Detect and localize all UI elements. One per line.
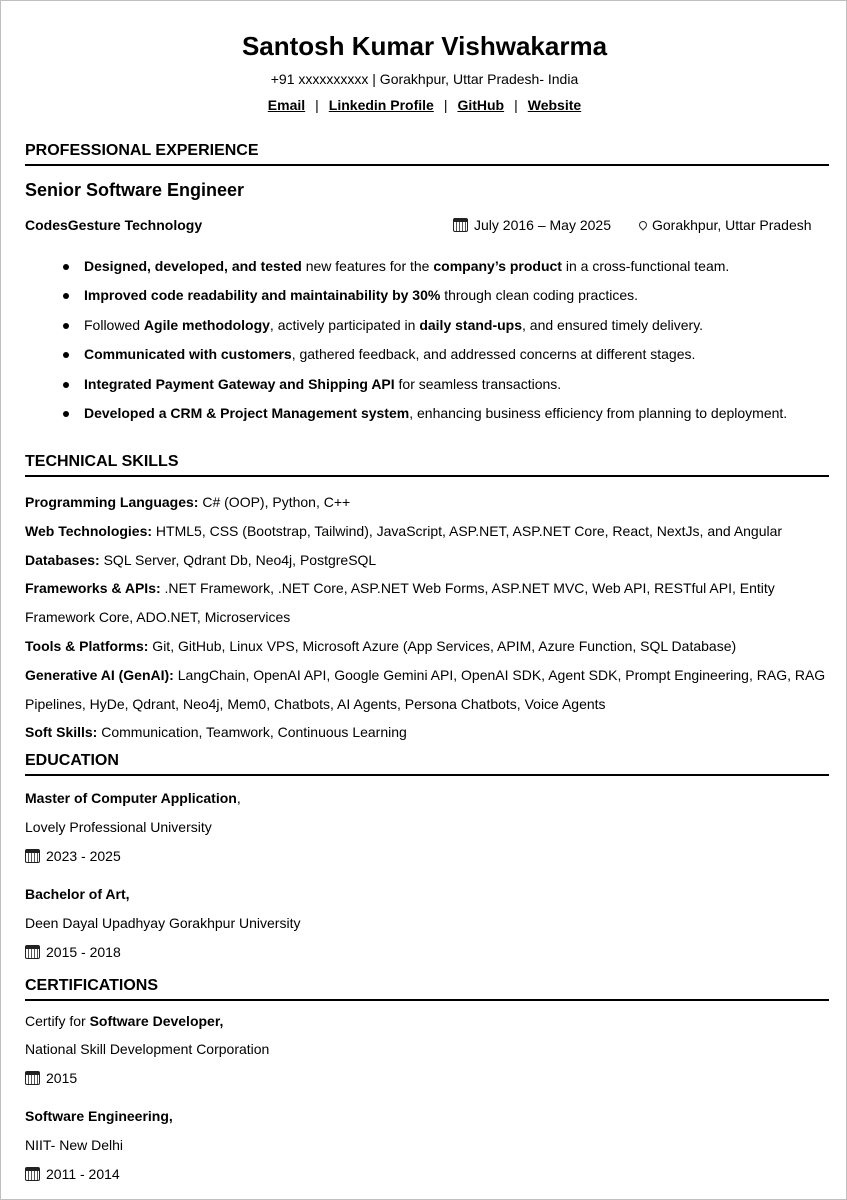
calendar-icon [25, 1167, 40, 1181]
skill-line [25, 517, 830, 546]
link-separator: | [514, 97, 518, 113]
education-school: Lovely Professional University [25, 819, 212, 835]
skill-label: Web Technologies: [25, 522, 153, 539]
degree-suffix: , [236, 790, 241, 806]
experience-bullets [63, 256, 823, 432]
years-text: 2015 [46, 1070, 78, 1086]
skill-line [25, 661, 830, 719]
experience-bullet [63, 315, 823, 344]
education-heading: EDUCATION [25, 752, 829, 776]
skill-label: Frameworks & APIs: [25, 580, 161, 597]
education-degree [25, 886, 130, 902]
education-school: Deen Dayal Upadhyay Gorakhpur University [25, 915, 301, 931]
skill-label: Databases: [25, 551, 100, 568]
skill-value: HTML5, CSS (Bootstrap, Tailwind), JavaScript, ASP.NET, ASP.NET Core, React, NextJs, and Angular [152, 522, 783, 539]
skill-label: Programming Languages: [25, 494, 199, 510]
skill-label: Generative AI (GenAI): [25, 666, 174, 683]
link-separator: | [315, 97, 319, 113]
email-link[interactable]: Email [267, 97, 306, 113]
certification-org: NIIT- New Delhi [25, 1137, 124, 1153]
github-link[interactable]: GitHub [457, 97, 505, 113]
certification-name [25, 1013, 223, 1029]
cert-name: Software Developer, [89, 1013, 224, 1029]
cert-prefix: Certify for [25, 1013, 90, 1029]
skill-label: Tools & Platforms: [25, 637, 149, 654]
skill-value: Git, GitHub, Linux VPS, Microsoft Azure (App Services, APIM, Azure Function, SQL Database) [148, 637, 737, 654]
job-row [25, 217, 815, 233]
years-text: 2011 - 2014 [46, 1166, 120, 1182]
bullet-text: Agile methodology [143, 316, 270, 333]
years-text: 2015 - 2018 [46, 944, 121, 960]
skill-value: .NET Framework, .NET Core, ASP.NET Web Forms, ASP.NET MVC, Web API, RESTful API, Entity Framework Core, ADO.NET, Microservices [25, 580, 775, 626]
skill-value: Communication, Teamwork, Continuous Learning [97, 724, 407, 741]
bullet-text: company’s product [433, 258, 562, 274]
years-text: 2023 - 2025 [46, 848, 121, 864]
bullet-text: Integrated Payment Gateway and Shipping API [84, 375, 395, 392]
bullet-text: Developed a CRM & Project Management system [84, 404, 410, 421]
linkedin-link[interactable]: Linkedin Profile [328, 97, 434, 113]
skills-list [25, 488, 830, 747]
skill-value: C# (OOP), Python, C++ [198, 494, 351, 510]
education-degree [25, 790, 241, 806]
bullet-text: for seamless transactions. [394, 375, 562, 392]
company-name: CodesGesture Technology [25, 217, 203, 233]
bullet-text: Improved code readability and maintainability by 30% [84, 287, 441, 304]
skill-label: Soft Skills: [25, 724, 98, 741]
job-location [639, 217, 812, 233]
certification-years [25, 1070, 77, 1086]
bullet-text: , enhancing business efficiency from planning to deployment. [409, 404, 788, 421]
bullet-text: new features for the [301, 258, 434, 274]
experience-heading: PROFESSIONAL EXPERIENCE [25, 142, 829, 166]
bullet-text: daily stand-ups [419, 316, 523, 333]
certification-years [25, 1166, 120, 1182]
calendar-icon [25, 849, 40, 863]
experience-bullet [63, 285, 823, 314]
profile-links [1, 97, 847, 113]
skill-line [25, 574, 830, 632]
skill-line [25, 488, 830, 517]
job-dates [453, 217, 611, 233]
education-years [25, 848, 121, 864]
bullet-text: Designed, developed, and tested [84, 258, 302, 274]
certifications-heading: CERTIFICATIONS [25, 977, 829, 1001]
job-location-text: Gorakhpur, Uttar Pradesh [652, 217, 812, 233]
experience-bullet [63, 374, 823, 403]
link-separator: | [443, 97, 448, 113]
skill-line [25, 718, 830, 747]
experience-bullet [63, 256, 823, 285]
location-pin-icon [637, 219, 648, 230]
bullet-text: through clean coding practices. [440, 287, 639, 304]
bullet-text: in a cross-functional team. [561, 258, 730, 274]
experience-bullet [63, 403, 823, 432]
experience-bullet [63, 344, 823, 373]
certification-org: National Skill Development Corporation [25, 1041, 270, 1057]
skill-line [25, 632, 830, 661]
calendar-icon [453, 218, 468, 232]
calendar-icon [25, 1071, 40, 1085]
bullet-text: , and ensured timely delivery. [522, 316, 704, 333]
candidate-name: Santosh Kumar Vishwakarma [241, 31, 608, 61]
contact-line: +91 xxxxxxxxxx | Gorakhpur, Uttar Pradesh- India [270, 71, 579, 87]
bullet-text: Communicated with customers [84, 346, 292, 363]
degree-name: Bachelor of Art, [25, 886, 130, 902]
bullet-text: , actively participated in [269, 316, 420, 333]
bullet-text: Followed [84, 316, 144, 333]
skill-value: LangChain, OpenAI API, Google Gemini API, OpenAI SDK, Agent SDK, Prompt Engineering, RAG, RAG Pipelines, HyDe, Qdrant, Neo4j, Mem0, Chatbots, AI Agents, Persona Chatbots, Voice Agents [25, 666, 826, 712]
skills-heading: TECHNICAL SKILLS [25, 453, 829, 477]
certification-name [25, 1108, 173, 1124]
bullet-text: , gathered feedback, and addressed concerns at different stages. [291, 346, 696, 363]
job-dates-text: July 2016 – May 2025 [474, 217, 611, 233]
education-years [25, 944, 121, 960]
job-title: Senior Software Engineer [25, 180, 245, 200]
degree-name: Master of Computer Application [25, 790, 237, 806]
calendar-icon [25, 945, 40, 959]
cert-name: Software Engineering, [25, 1108, 173, 1124]
skill-line [25, 546, 830, 575]
skill-value: SQL Server, Qdrant Db, Neo4j, PostgreSQL [99, 551, 377, 568]
website-link[interactable]: Website [527, 97, 582, 113]
